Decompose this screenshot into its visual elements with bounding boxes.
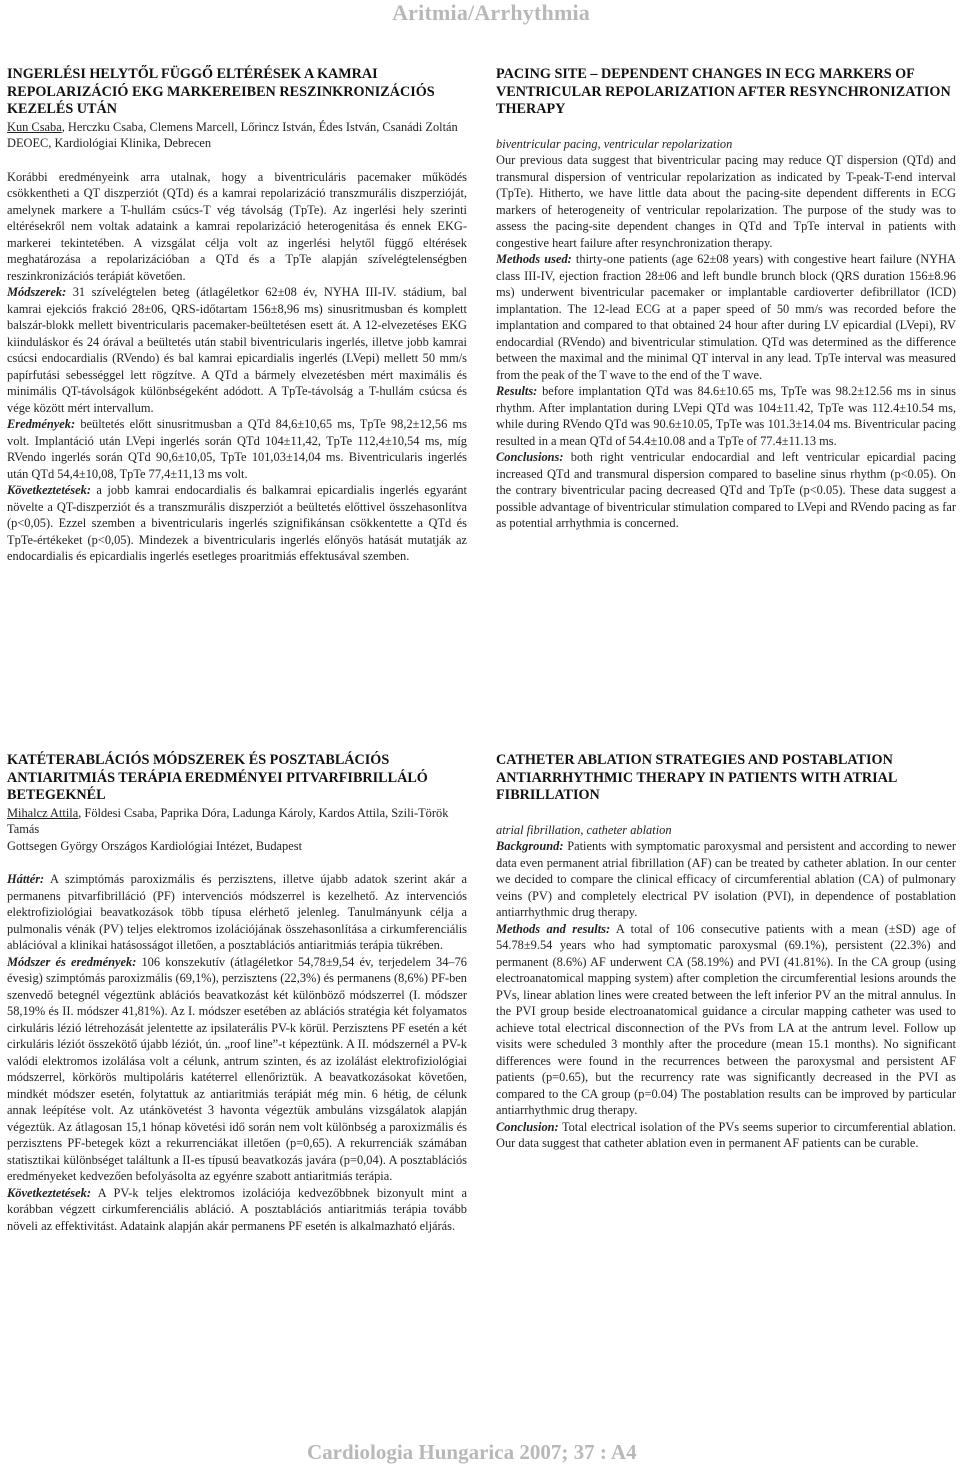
conclusion-text: A PV-k teljes elektromos izolációja kedvezőbbnek bizonyult mint a korábban végzett cirkumferenciális abláció. A posztablációs antiaritmiás terápia tovább növeli az effektivitást. Adataink alapján akár permanens PF esetén is alkalmazható eljárás. [7, 1185, 467, 1233]
conclusion-paragraph [496, 1119, 956, 1152]
methods-text: thirty-one patients (age 62±08 years) with congestive heart failure (NYHA class III-IV, ejection fraction 28±06 and left bundle brunch block (QRS duration 156±8.96 ms) underwent biventricular pacemaker or implantable cardioverter defibrillator (ICD) implantation. The 12-lead ECG at a paper speed of 50 mm/s was recorded before the implantation and compared to that obtained 24 hour after during LV epicardial (LVepi), RV endocardial (RVendo) and biventricular stimulation. QTd was determined as the difference between the maximal and the minimal QT interval in any lead. TpTe interval was measured from the peak of the T wave to the end of the T wave. [496, 252, 956, 382]
page-footer: Cardiologia Hungarica 2007; 37 : A4 [307, 1440, 637, 1464]
methods-label: Methods and results: [496, 921, 611, 936]
affiliation: DEOEC, Kardiológiai Klinika, Debrecen [7, 136, 212, 150]
conclusion-text: both right ventricular endocardial and left ventricular epicardial pacing increased QTd and transmural dispersion compared to baseline sinus rhythm (p<0.05). On the contrary biventricular pacing decreased QTd and TpTe (p<0.05). These data suggest a possible advantage of biventricular stimulation compared to LVepi and RVendo pacing as far as potential arrhythmia is concerned. [496, 450, 956, 530]
abstract-title: CATHETER ABLATION STRATEGIES AND POSTABLATION ANTIARRHYTHMIC THERAPY IN PATIENTS WITH ATRIAL FIBRILLATION [496, 752, 897, 803]
conclusion-label: Conclusions: [496, 450, 564, 464]
intro-paragraph: Our previous data suggest that biventricular pacing may reduce QT dispersion (QTd) and transmural dispersion of ventricular repolarization as indicated by T-peak-T-end interval (TpTe). Hitherto, we have little data about the pacing-site dependent differents in ECG markers of heterogeneity of ventricular repolarization. The purpose of the study was to assess the pacing-site dependent changes in QTd and TpTe interval in patients with congestive heart failure after resynchronization therapy. [496, 153, 956, 250]
abstract-title: KATÉTERABLÁCIÓS MÓDSZEREK ÉS POSZTABLÁCIÓS ANTIARITMIÁS TERÁPIA EREDMÉNYEI PITVARFIBRILLÁLÓ BETEGEKNÉL [7, 752, 428, 803]
results-paragraph [7, 416, 467, 482]
page-header: Aritmia/Arrhythmia [392, 0, 590, 25]
background-paragraph [7, 871, 467, 954]
author-list [7, 805, 467, 838]
keywords: biventricular pacing, ventricular repolarization [496, 136, 733, 151]
abstract-1-hungarian [7, 66, 467, 565]
results-label: Eredmények: [7, 417, 76, 431]
methods-label: Methods used: [496, 252, 572, 266]
abstract-title: INGERLÉSI HELYTŐL FÜGGŐ ELTÉRÉSEK A KAMRAI REPOLARIZÁCIÓ EKG MARKEREIBEN RESZINKRONIZÁCIÓS KEZELÉS UTÁN [7, 66, 435, 117]
presenting-author: Kun Csaba [7, 119, 62, 134]
background-label: Background: [496, 839, 564, 853]
conclusion-label: Következtetések: [7, 1185, 91, 1200]
abstract-2-hungarian [7, 752, 467, 1234]
results-paragraph [496, 383, 956, 449]
background-text: A szimptómás paroxizmális és perzisztens, illetve újabb adatok szerint akár a permanens pitvarfibrilláció (PF) intervenciós módszerrel is kezelhető. Az intervenciós elektrofiziológiai beavatkozások több típusa elérhető jelenleg. Tanulmányunk célja a pulmonalis vénák (PV) teljes elektromos izolációjának összehasonlítása a cirkumferenciális ablációval a klinikai hatásosságot illetően, a posztablációs antiaritmiás terápia tükrében. [7, 872, 467, 952]
methods-paragraph [496, 921, 956, 1119]
affiliation: Gottsegen György Országos Kardiológiai Intézet, Budapest [7, 838, 303, 853]
conclusion-paragraph [7, 482, 467, 565]
background-paragraph [496, 838, 956, 921]
methods-paragraph [496, 251, 956, 383]
methods-text: A total of 106 consecutive patients with a mean (±SD) age of 54.78±9.54 years who had symptomatic paroxysmal (69.1%), persistent (22.3%) and permanent (8.6%) AF underwent CA (58.19%) and PVI (41.81%). In the CA group (using electroanatomical mapping system) after completion the circumferential lesions arounds the PVs, linear ablation lines were created between the left inferior PV an the mitral annulus. In the PVI group beside electroanatomical guidance a circular mapping catheter was used to achieve total electrical disconnection of the PVs from LA at the antrum level. Follow up visits were scheduled 3 monthly after the procedure (mean 15.1 months). No significant differences were found in the recurrences between the paroxysmal and persistent AF patients (p=0.65), but the recurrency rate was significantly decreased in the PVI as compared to the CA group (p=0.04) The postablation results can be improved by particular antiarrhythmic drug therapy. [496, 921, 956, 1117]
methods-label: Módszerek: [7, 285, 67, 299]
author-list [7, 119, 467, 136]
conclusion-label: Következtetések: [7, 483, 91, 497]
methods-text: 31 szívelégtelen beteg (átlagéletkor 62±08 év, NYHA III-IV. stádium, bal kamrai ejekciós frakció 28±06, QRS-időtartam 156±8,96 ms) sinusritmusban és komplett balszár-blokk mellett biventricularis pacemaker-beültetésen esett át. A 12-elvezetéses EKG kiinduláskor és 24 órával a beültetés után stabil biventricularis ingerlés, illetve jobb kamrai csúcsi endocardialis (RVendo) és bal kamrai epicardialis ingerlés (LVepi) mellett 50 mm/s papírfutási sebességgel lett rögzítve. A QTd a bármely elvezetésben mért maximális és minimális QT-távolságok különbségeként adódott. A TpTe-távolság a T-hullám csúcsa és vége között mért intervallum. [7, 285, 467, 415]
background-label: Háttér: [7, 872, 45, 886]
conclusion-text: Total electrical isolation of the PVs seems superior to circumferential ablation. Our data suggest that catheter ablation even in permanent AF patients can be curable. [496, 1119, 956, 1150]
co-authors: , Herczku Csaba, Clemens Marcell, Lőrincz István, Édes István, Csanádi Zoltán [61, 119, 458, 134]
methods-text: 106 konszekutív (átlagéletkor 54,78±9,54 év, terjedelem 34–76 évesig) szimptómás paroxizmális (69,1%), perzisztens (22,3%) és permanens (8,6%) PF-ben szenvedő betegnél végeztünk ablációs beavatkozást két különböző módszerrel (I. módszer 58,19% és II. módszer 41,81%). Az I. módszer esetében az ablációs stratégia két folyamatos cirkuláris lézió létrehozását jelentette az ipsilaterális PV-k körül. Perzisztens PF esetén a két cirkuláris léziót összekötő újabb léziót, ún. „roof line”-t képeztünk. A II. módszernél a PV-k valódi elektromos izolálása volt a célunk, antrum szinten, és az izolálást elektrofiziológiai módszerrel, körkörös multipoláris katéterrel ellenőriztük. A beavatkozásokat követően, mindkét módszer esetén, folytattuk az antiaritmiás terápiát még min. 6 hétig, de célunk annak leépítése volt. Az utánkövetést 3 havonta végeztük ambuláns vizsgálatok alapján végeztük. Az átlagosan 15,1 hónap követési idő során nem volt különbség a paroxizmális és perzisztens PF-betegek közt a rekurrenciákat illetően (p=0,65). A rekurrenciák számában statisztikai különbséget találtunk a II-es típusú beavatkozás javára (p=0,04). A posztablációs eredményeket kedvezően befolyásolta az egyénre szabott antiaritmiás terápia. [7, 954, 467, 1183]
conclusion-text: a jobb kamrai endocardialis és balkamrai epicardialis ingerlés egyaránt növelte a QT-diszperziót és a transzmurális diszperziót a beültetés előttivel összehasonlítva (p<0,05). Ezzel szemben a biventricularis ingerlés szignifikánsan csökkentette a QTd és TpTe-értékeket (p<0,05). Mindezek a biventricularis ingerlés előnyös hatását mutatják az endocardialis és epicardialis ingerlés esetleges proaritmiás effektusával szemben. [7, 483, 467, 563]
keywords: atrial fibrillation, catheter ablation [496, 822, 672, 837]
intro-paragraph: Korábbi eredményeink arra utalnak, hogy a biventriculáris pacemaker működés csökkentheti a QT diszperziót (QTd) és a kamrai repolarizáció transzmurális diszperzióját, amelynek markere a T-hullám csúcs-T vég távolság (TpTe). Az ingerlési hely szerinti eltérésekről nem voltak adataink a kamrai repolarizáció heterogenitása és ennek EKG-markerei tekintetében. A vizsgálat célja volt az ingerlési helytől függő eltérések meghatározása a repolarizációban a QTd és a TpTe alapján szívelégtelenségben reszinkronizációs terápiát követően. [7, 169, 467, 283]
conclusion-paragraph [496, 449, 956, 532]
conclusion-label: Conclusion: [496, 1119, 559, 1134]
results-text: beültetés előtt sinusritmusban a QTd 84,6±10,65 ms, TpTe 98,2±12,56 ms volt. Implantáció után LVepi ingerlés során QTd 104±11,42, TpTe 112,4±10,54 ms, míg RVendo ingerlés során QTd 90,6±10,05, TpTe 101,03±14,04 ms. Biventricularis ingerlés után QTd 54,4±10,08, TpTe 77,4±11,13 ms volt. [7, 417, 467, 481]
results-label: Results: [496, 384, 538, 398]
results-text: before implantation QTd was 84.6±10.65 ms, TpTe was 98.2±12.56 ms in sinus rhythm. After implantation during LVepi QTd was 104±11.42, TpTe was 112.4±10.54 ms, while during RVendo QTd was 90.6±10.05, TpTe was 101.3±14.04 ms. Biventricular pacing resulted in a mean QTd of 54.4±10.08 and a TpTe of 77.4±11.13 ms. [496, 384, 956, 448]
background-text: Patients with symptomatic paroxysmal and persistent and according to newer data even permanent atrial fibrillation (AF) can be treated by catheter ablation. In our center we decided to compare the clinical efficacy of circumferential ablation (CA) of pulmonary veins (PV) and completely electrical PV isolation (PVI), in dependence of postablation antiarrhythmic drug therapy. [496, 839, 956, 919]
methods-label: Módszer és eredmények: [7, 954, 137, 969]
abstract-title: PACING SITE – DEPENDENT CHANGES IN ECG MARKERS OF VENTRICULAR REPOLARIZATION AFTER RESYNCHRONIZATION THERAPY [496, 66, 951, 117]
conclusion-paragraph [7, 1185, 467, 1235]
co-authors: , Földesi Csaba, Paprika Dóra, Ladunga Károly, Kardos Attila, Szili-Török Tamás [7, 805, 449, 836]
abstract-2-english [496, 752, 956, 1152]
abstract-1-english [496, 66, 956, 532]
methods-paragraph [7, 954, 467, 1185]
presenting-author: Mihalcz Attila [7, 805, 79, 820]
methods-paragraph [7, 284, 467, 416]
